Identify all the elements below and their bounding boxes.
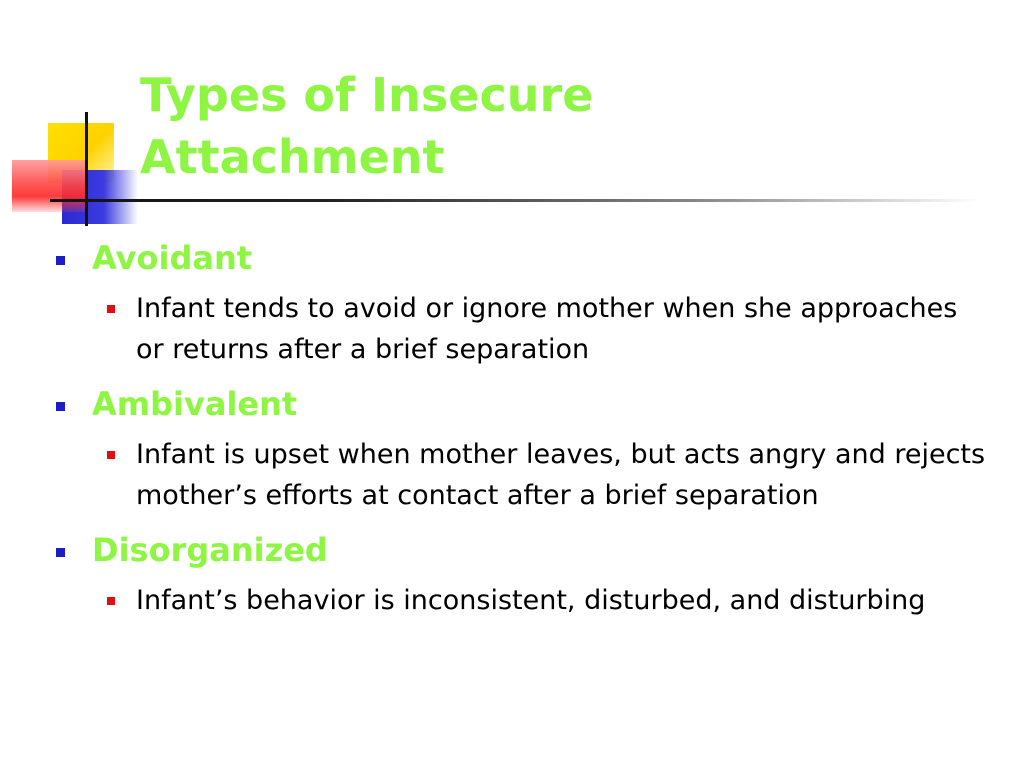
sub-bullet-text: Infant is upset when mother leaves, but acts angry and rejects mother’s efforts at contact after a brief separation <box>136 439 986 511</box>
sub-bullet-item <box>136 434 986 516</box>
blue-square-bullet-icon <box>56 402 65 411</box>
blue-square-bullet-icon <box>56 548 65 557</box>
bullet-item-avoidant <box>56 236 986 280</box>
decorative-red-square <box>12 160 88 212</box>
red-square-bullet-icon <box>107 451 115 459</box>
sub-bullet-text: Infant’s behavior is inconsistent, disturbed, and disturbing <box>136 585 926 616</box>
bullet-heading: Disorganized <box>92 531 328 569</box>
bullet-item-ambivalent <box>56 382 986 426</box>
bullet-heading: Avoidant <box>92 239 253 277</box>
red-square-bullet-icon <box>107 305 115 313</box>
red-square-bullet-icon <box>107 597 115 605</box>
bullet-item-disorganized <box>56 528 986 572</box>
title-underline <box>50 199 980 202</box>
sub-bullet-item <box>136 288 986 370</box>
sub-bullet-text: Infant tends to avoid or ignore mother when she approaches or returns after a brief separation <box>136 293 958 365</box>
bullet-heading: Ambivalent <box>92 385 298 423</box>
slide-title <box>140 64 593 188</box>
slide-title-line-1: Types of Insecure <box>140 68 594 122</box>
slide-title-line-2: Attachment <box>140 130 445 184</box>
sub-bullet-item <box>136 580 986 621</box>
decorative-vertical-line <box>85 112 88 226</box>
blue-square-bullet-icon <box>56 256 65 265</box>
slide-body <box>56 236 986 621</box>
